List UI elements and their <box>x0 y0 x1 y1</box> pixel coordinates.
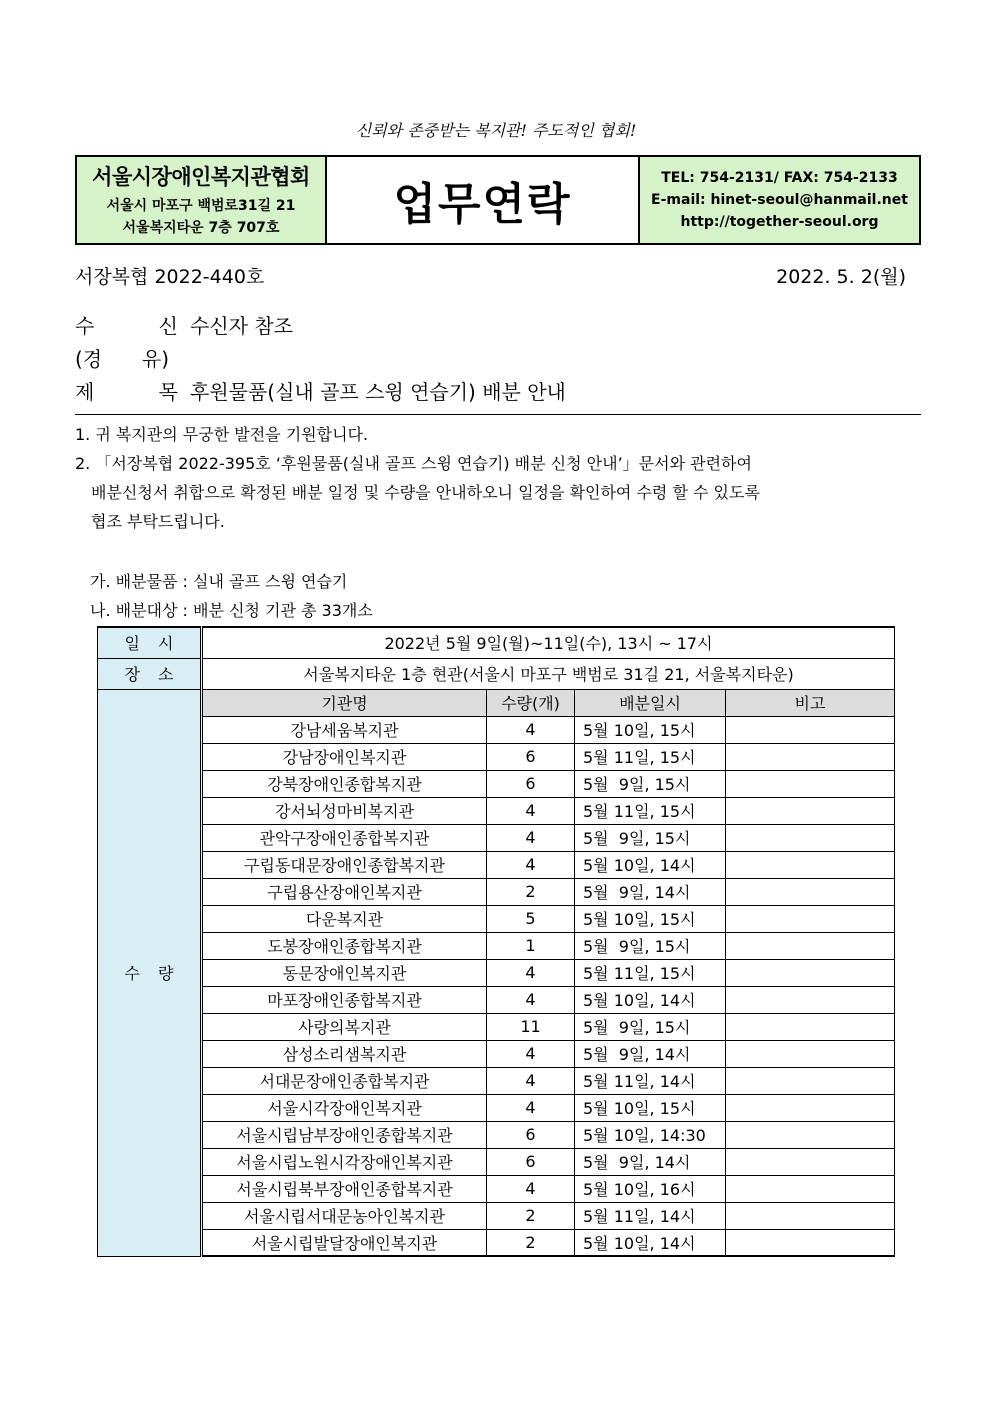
agency-name-cell: 강북장애인종합복지관 <box>202 770 487 797</box>
item-distribution-target: 나. 배분대상 : 배분 신청 기관 총 33개소 <box>90 601 373 620</box>
contact-url: http://together-seoul.org <box>680 214 879 230</box>
table-row <box>98 1202 895 1229</box>
table-row <box>98 1175 895 1202</box>
agency-name-cell: 강남세움복지관 <box>202 716 487 743</box>
recipient-value: 수신자 참조 <box>190 314 293 338</box>
place-label: 장소 <box>98 658 202 689</box>
subject-value: 후원물품(실내 골프 스윙 연습기) 배분 안내 <box>190 380 566 404</box>
quantity-cell: 4 <box>487 986 575 1013</box>
note-cell <box>726 1040 895 1067</box>
table-row <box>98 1094 895 1121</box>
quantity-cell: 5 <box>487 905 575 932</box>
subject-label-part-2: 목 <box>158 380 178 404</box>
contact-email: E-mail: hinet-seoul@hanmail.net <box>651 192 908 208</box>
table-row <box>98 743 895 770</box>
note-cell <box>726 959 895 986</box>
quantity-cell: 4 <box>487 824 575 851</box>
table-row <box>98 1040 895 1067</box>
via-label <box>75 343 169 372</box>
agency-name-cell: 서울시립북부장애인종합복지관 <box>202 1175 487 1202</box>
agency-name-cell: 동문장애인복지관 <box>202 959 487 986</box>
table-row <box>98 1067 895 1094</box>
agency-name-cell: 삼성소리샘복지관 <box>202 1040 487 1067</box>
note-cell <box>726 905 895 932</box>
agency-name-cell: 서울시립발달장애인복지관 <box>202 1229 487 1256</box>
agency-name-cell: 구립동대문장애인종합복지관 <box>202 851 487 878</box>
schedule-cell: 5월 11일, 15시 <box>575 797 726 824</box>
note-cell <box>726 878 895 905</box>
note-cell <box>726 986 895 1013</box>
schedule-cell: 5월 11일, 15시 <box>575 743 726 770</box>
date-label: 일시 <box>98 627 202 658</box>
recipient-row <box>75 310 293 339</box>
recipient-label-part-2: 신 <box>158 314 178 338</box>
quantity-cell: 4 <box>487 1094 575 1121</box>
schedule-cell: 5월 9일, 15시 <box>575 824 726 851</box>
schedule-cell: 5월 10일, 16시 <box>575 1175 726 1202</box>
item-distribution-goods: 가. 배분물품 : 실내 골프 스윙 연습기 <box>90 572 348 591</box>
quantity-cell: 4 <box>487 1067 575 1094</box>
schedule-cell: 5월 11일, 15시 <box>575 959 726 986</box>
table-row <box>98 1148 895 1175</box>
schedule-cell: 5월 9일, 15시 <box>575 932 726 959</box>
quantity-label: 수량 <box>98 689 202 1256</box>
distribution-table <box>97 626 895 1257</box>
organization-box <box>77 157 327 243</box>
note-cell <box>726 716 895 743</box>
column-header-note: 비고 <box>726 689 895 716</box>
via-row <box>75 343 169 372</box>
table-row <box>98 1121 895 1148</box>
via-label-part-2: 유) <box>141 347 169 371</box>
note-cell <box>726 1175 895 1202</box>
note-cell <box>726 1094 895 1121</box>
note-cell <box>726 770 895 797</box>
schedule-cell: 5월 10일, 14:30 <box>575 1121 726 1148</box>
organization-address-line-1: 서울시 마포구 백범로31길 21 <box>106 198 296 214</box>
document-kind-box <box>327 157 640 243</box>
table-row <box>98 878 895 905</box>
schedule-cell: 5월 10일, 15시 <box>575 716 726 743</box>
quantity-cell: 4 <box>487 1175 575 1202</box>
paragraph-1: 1. 귀 복지관의 무궁한 발전을 기원합니다. <box>75 425 369 444</box>
paragraph-2-line-1: 2. 「서장복협 2022-395호 ‘후원물품(실내 골프 스윙 연습기) 배분 신청 안내’」문서와 관련하여 <box>75 454 752 473</box>
agency-name-cell: 서울시립남부장애인종합복지관 <box>202 1121 487 1148</box>
table-row <box>98 986 895 1013</box>
table-row <box>98 797 895 824</box>
via-label-part-1: (경 <box>75 347 103 371</box>
note-cell <box>726 1202 895 1229</box>
agency-name-cell: 강남장애인복지관 <box>202 743 487 770</box>
table-row <box>98 959 895 986</box>
agency-name-cell: 서울시각장애인복지관 <box>202 1094 487 1121</box>
column-header-row <box>98 689 895 716</box>
document-date: 2022. 5. 2(월) <box>776 266 906 288</box>
table-row <box>98 932 895 959</box>
agency-name-cell: 다운복지관 <box>202 905 487 932</box>
date-row <box>98 627 895 658</box>
schedule-cell: 5월 10일, 15시 <box>575 905 726 932</box>
agency-name-cell: 마포장애인종합복지관 <box>202 986 487 1013</box>
quantity-cell: 1 <box>487 932 575 959</box>
table-row <box>98 716 895 743</box>
subject-label <box>75 376 178 405</box>
schedule-cell: 5월 9일, 15시 <box>575 770 726 797</box>
table-row <box>98 770 895 797</box>
column-header-name: 기관명 <box>202 689 487 716</box>
recipient-label <box>75 310 178 339</box>
quantity-cell: 4 <box>487 716 575 743</box>
note-cell <box>726 1229 895 1256</box>
schedule-cell: 5월 11일, 14시 <box>575 1202 726 1229</box>
quantity-cell: 6 <box>487 1121 575 1148</box>
document-kind-title: 업무연락 <box>393 179 572 230</box>
schedule-cell: 5월 9일, 14시 <box>575 878 726 905</box>
organization-name: 서울시장애인복지관협회 <box>92 165 310 189</box>
quantity-cell: 2 <box>487 1229 575 1256</box>
organization-address <box>107 195 296 239</box>
table-row <box>98 824 895 851</box>
agency-name-cell: 서대문장애인종합복지관 <box>202 1067 487 1094</box>
agency-name-cell: 서울시립서대문농아인복지관 <box>202 1202 487 1229</box>
agency-name-cell: 사랑의복지관 <box>202 1013 487 1040</box>
place-row <box>98 658 895 689</box>
schedule-cell: 5월 9일, 14시 <box>575 1148 726 1175</box>
schedule-cell: 5월 10일, 15시 <box>575 1094 726 1121</box>
contact-tel-fax: TEL: 754-2131/ FAX: 754-2133 <box>661 170 898 186</box>
quantity-cell: 6 <box>487 743 575 770</box>
note-cell <box>726 932 895 959</box>
agency-name-cell: 도봉장애인종합복지관 <box>202 932 487 959</box>
date-value: 2022년 5월 9일(월)~11일(수), 13시 ~ 17시 <box>202 627 895 658</box>
column-header-qty: 수량(개) <box>487 689 575 716</box>
table-row <box>98 851 895 878</box>
quantity-cell: 4 <box>487 851 575 878</box>
note-cell <box>726 824 895 851</box>
schedule-cell: 5월 11일, 14시 <box>575 1067 726 1094</box>
quantity-cell: 4 <box>487 797 575 824</box>
schedule-cell: 5월 10일, 14시 <box>575 1229 726 1256</box>
note-cell <box>726 851 895 878</box>
paragraph-2-line-2: 배분신청서 취합으로 확정된 배분 일정 및 수량을 안내하오니 일정을 확인하여 수령 할 수 있도록 <box>91 483 760 502</box>
contact-box <box>640 157 919 243</box>
note-cell <box>726 743 895 770</box>
note-cell <box>726 1121 895 1148</box>
quantity-cell: 2 <box>487 878 575 905</box>
note-cell <box>726 797 895 824</box>
schedule-cell: 5월 9일, 15시 <box>575 1013 726 1040</box>
column-header-when: 배분일시 <box>575 689 726 716</box>
document-number: 서장복협 2022-440호 <box>75 266 265 288</box>
table-row <box>98 1013 895 1040</box>
divider <box>75 414 921 415</box>
paragraph-2-line-3: 협조 부탁드립니다. <box>91 512 225 531</box>
note-cell <box>726 1148 895 1175</box>
note-cell <box>726 1013 895 1040</box>
agency-name-cell: 관악구장애인종합복지관 <box>202 824 487 851</box>
recipient-label-part-1: 수 <box>75 314 95 338</box>
quantity-cell: 11 <box>487 1013 575 1040</box>
quantity-cell: 4 <box>487 1040 575 1067</box>
subject-row <box>75 376 566 405</box>
note-cell <box>726 1067 895 1094</box>
quantity-cell: 2 <box>487 1202 575 1229</box>
letterhead <box>75 155 921 245</box>
quantity-cell: 6 <box>487 770 575 797</box>
table-row <box>98 905 895 932</box>
quantity-cell: 6 <box>487 1148 575 1175</box>
schedule-cell: 5월 10일, 14시 <box>575 986 726 1013</box>
schedule-cell: 5월 10일, 14시 <box>575 851 726 878</box>
agency-name-cell: 강서뇌성마비복지관 <box>202 797 487 824</box>
subject-label-part-1: 제 <box>75 380 95 404</box>
paragraph-2 <box>75 449 921 536</box>
slogan: 신뢰와 존중받는 복지관! 주도적인 협회! <box>355 121 637 140</box>
schedule-cell: 5월 9일, 14시 <box>575 1040 726 1067</box>
table-row <box>98 1229 895 1256</box>
agency-name-cell: 구립용산장애인복지관 <box>202 878 487 905</box>
organization-address-line-2: 서울복지타운 7층 707호 <box>122 220 280 236</box>
agency-name-cell: 서울시립노원시각장애인복지관 <box>202 1148 487 1175</box>
place-value: 서울복지타운 1층 현관(서울시 마포구 백범로 31길 21, 서울복지타운) <box>202 658 895 689</box>
quantity-cell: 4 <box>487 959 575 986</box>
